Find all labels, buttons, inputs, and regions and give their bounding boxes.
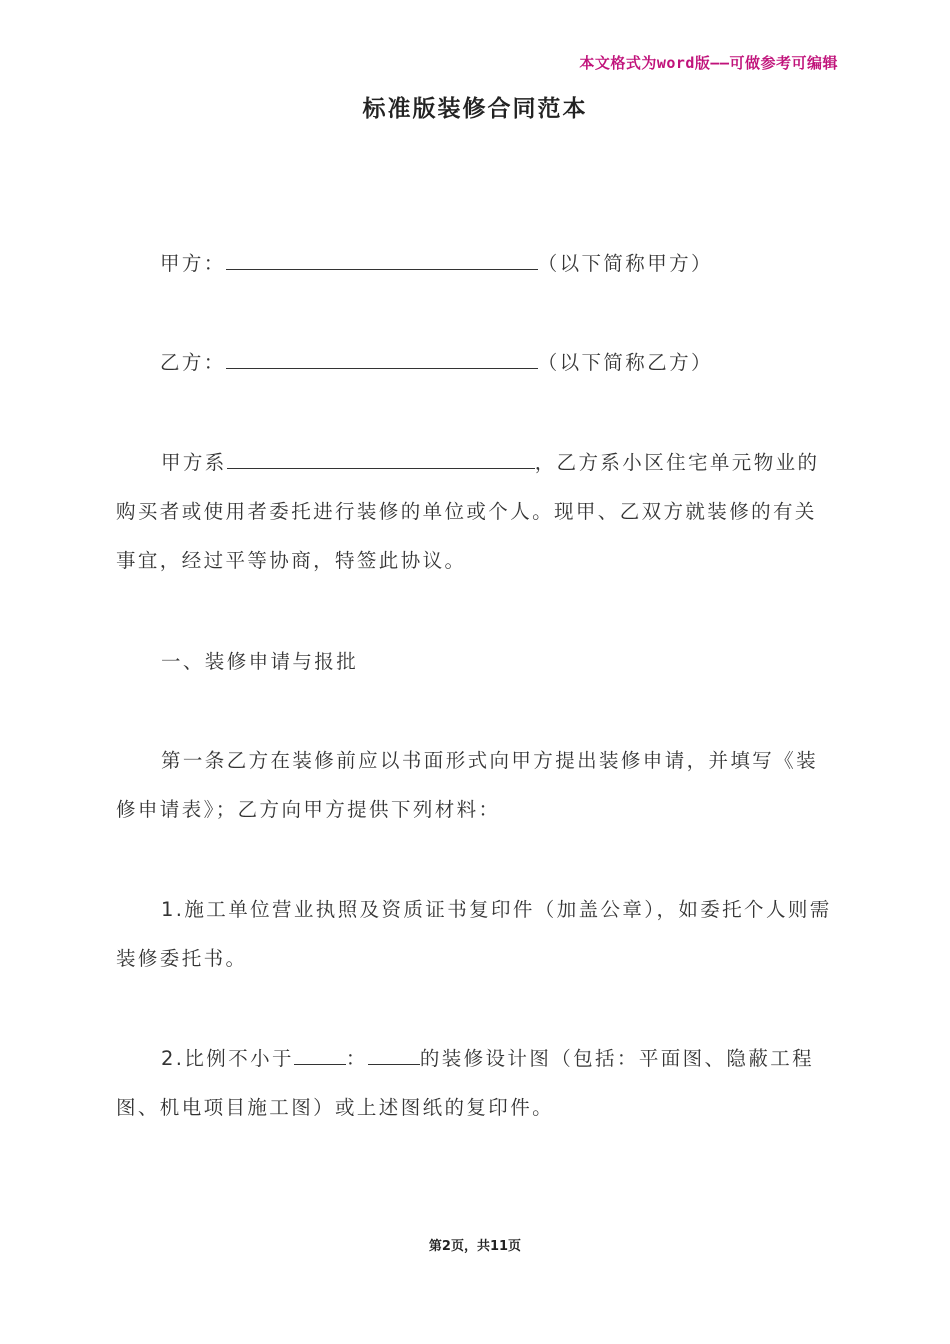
item-2-blank-scale-a[interactable] [294,1045,346,1066]
intro-paragraph [116,438,836,585]
party-a-blank[interactable] [226,250,538,271]
intro-continuation: 购买者或使用者委托进行装修的单位或个人。现甲、乙双方就装修的有关事宜，经过平等协商，特签此协议。 [116,500,817,572]
section-heading: 一、装修申请与报批 [161,650,359,673]
intro-prefix: 甲方系 [161,451,227,474]
item-2-colon: ： [345,1047,368,1070]
intro-first-line: ，乙方系小区住宅单元物业的 [534,451,820,474]
party-b-suffix: （以下简称乙方） [537,351,713,374]
item-2-paragraph [116,1034,836,1132]
party-a-label: 甲方： [160,252,226,275]
header-note: 本文格式为word版——可做参考可编辑 [579,54,838,72]
page-footer: 第2页，共11页 [428,1239,522,1254]
intro-blank[interactable] [227,449,535,470]
party-b-label: 乙方： [160,351,226,374]
item-2-rest: 的装修设计图（包括：平面图、隐蔽工程图、机电项目施工图）或上述图纸的复印件。 [116,1047,815,1119]
article-1-paragraph: 第一条乙方在装修前应以书面形式向甲方提出装修申请，并填写《装修申请表》；乙方向甲方提供下列材料： [116,749,819,821]
item-2-blank-scale-b[interactable] [368,1045,420,1066]
party-b-line [160,347,713,375]
party-a-line [160,248,713,276]
party-b-blank[interactable] [226,349,538,370]
item-1-paragraph: 1.施工单位营业执照及资质证书复印件（加盖公章），如委托个人则需装修委托书。 [116,898,832,970]
document-title: 标准版装修合同范本 [362,96,588,122]
item-2-prefix: 2.比例不小于 [161,1047,294,1070]
party-a-suffix: （以下简称甲方） [537,252,713,275]
